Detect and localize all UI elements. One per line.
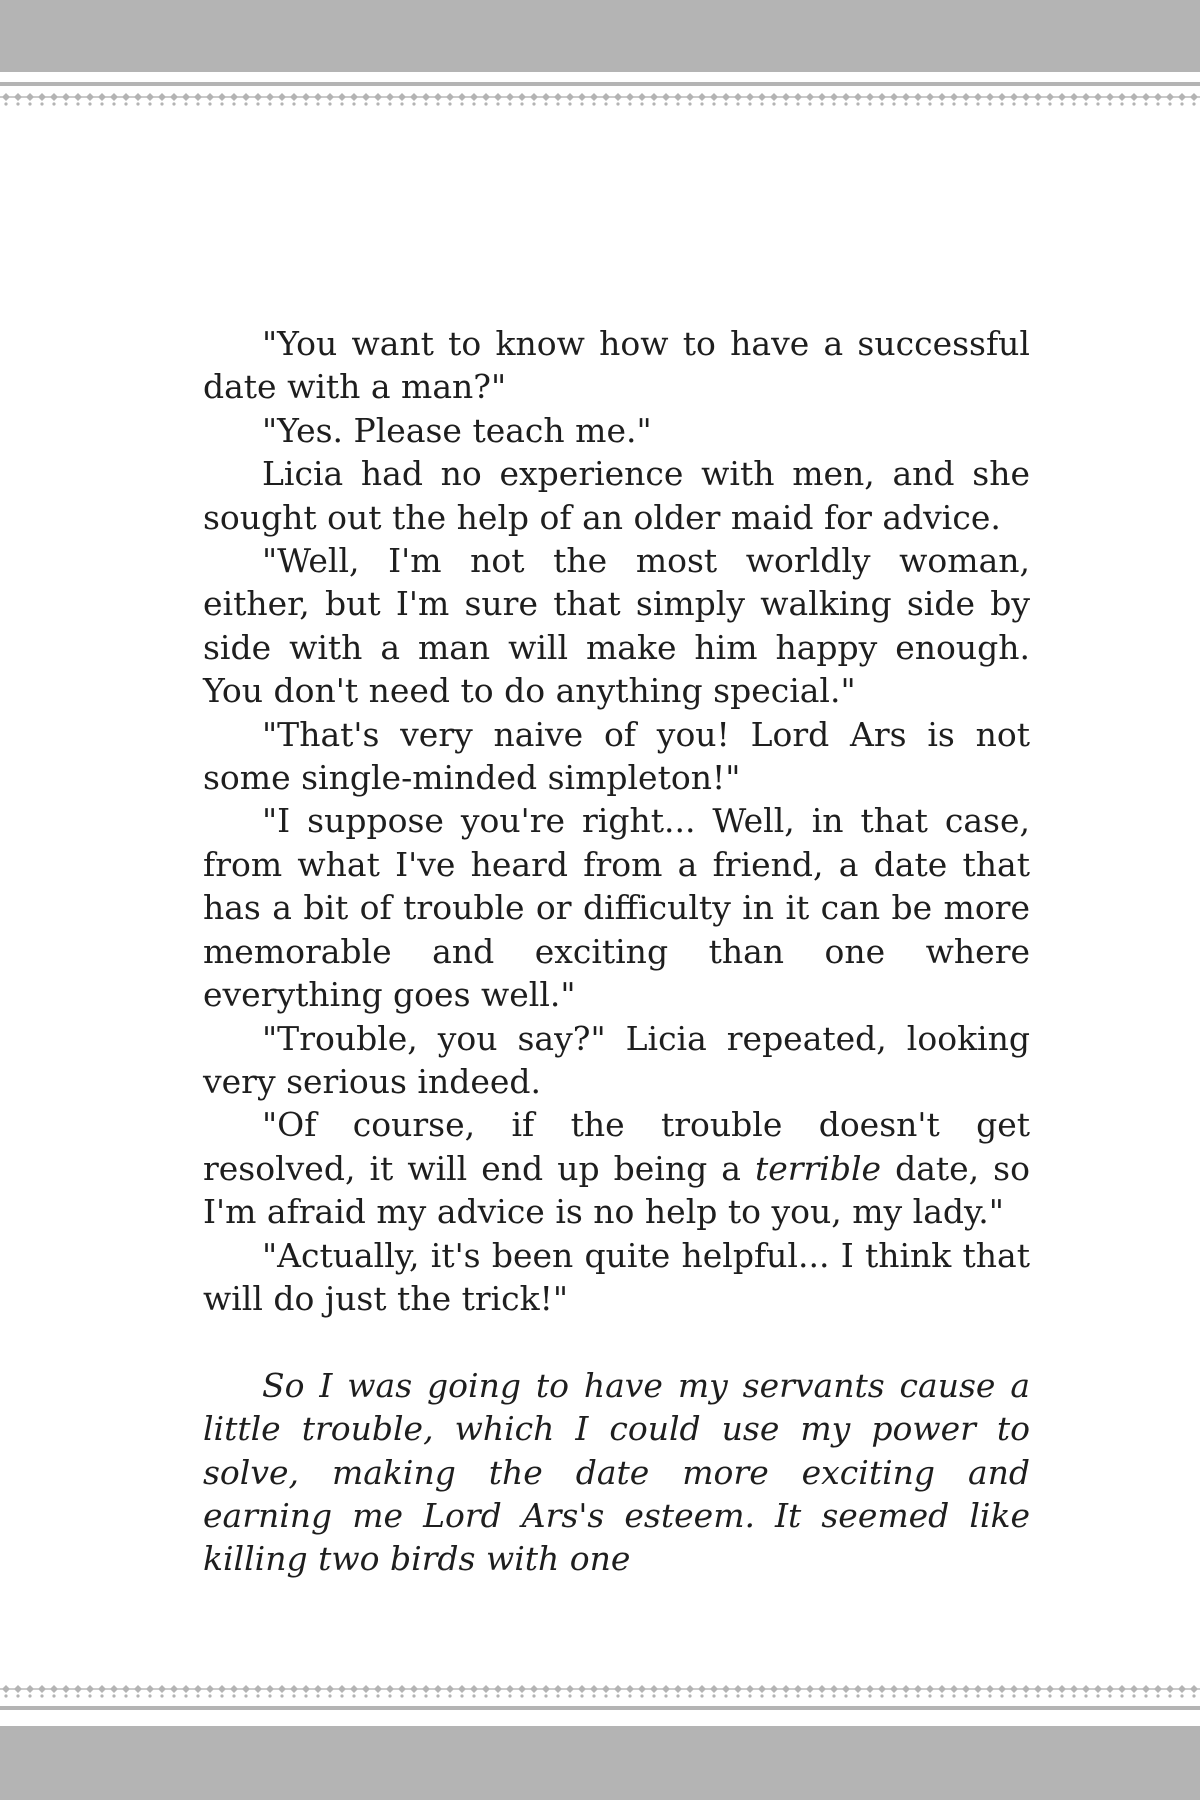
paragraph: "Well, I'm not the most worldly woman, either, but I'm sure that simply walking side by side with a man will make him happy enough. You don't need to do anything special.": [203, 541, 1030, 711]
bottom-ornament-border: [0, 1684, 1200, 1698]
paragraph: "That's very naive of you! Lord Ars is not some single-minded simpleton!": [203, 714, 1030, 798]
emphasized-word: terrible: [754, 1148, 882, 1188]
paragraph: "Trouble, you say?" Licia repeated, looking very serious indeed.: [203, 1018, 1030, 1101]
bottom-border-band: [0, 1726, 1200, 1800]
book-text: [203, 322, 1030, 1581]
top-ornament-border: [0, 92, 1200, 106]
paragraph: "Yes. Please teach me.": [262, 410, 652, 450]
text-run: "Of course, if the trouble doesn't get resolved, it will end up being a: [203, 1105, 1030, 1188]
scene-break: [203, 1320, 1030, 1363]
text-run: date, so I'm afraid my advice is no help to you, my lady.": [203, 1148, 1030, 1232]
paragraph-with-emphasis: [203, 1103, 1030, 1233]
paragraph: "Actually, it's been quite helpful... I think that will do just the trick!": [203, 1235, 1030, 1318]
paragraph: "You want to know how to have a successful date with a man?": [203, 324, 1030, 407]
italic-paragraph: So I was going to have my servants cause a little trouble, which I could use my power to solve, making the date more exciting and earning me Lord Ars's esteem. It seemed like killing two birds with one: [203, 1365, 1030, 1579]
top-border-band: [0, 0, 1200, 72]
top-border-rule: [0, 82, 1200, 86]
paragraph: Licia had no experience with men, and she sought out the help of an older maid for advice.: [203, 454, 1030, 537]
paragraph: "I suppose you're right... Well, in that case, from what I've heard from a friend, a date that has a bit of trouble or difficulty in it can be more memorable and exciting than one where everything goes well.": [203, 801, 1030, 1015]
bottom-border-rule: [0, 1706, 1200, 1710]
